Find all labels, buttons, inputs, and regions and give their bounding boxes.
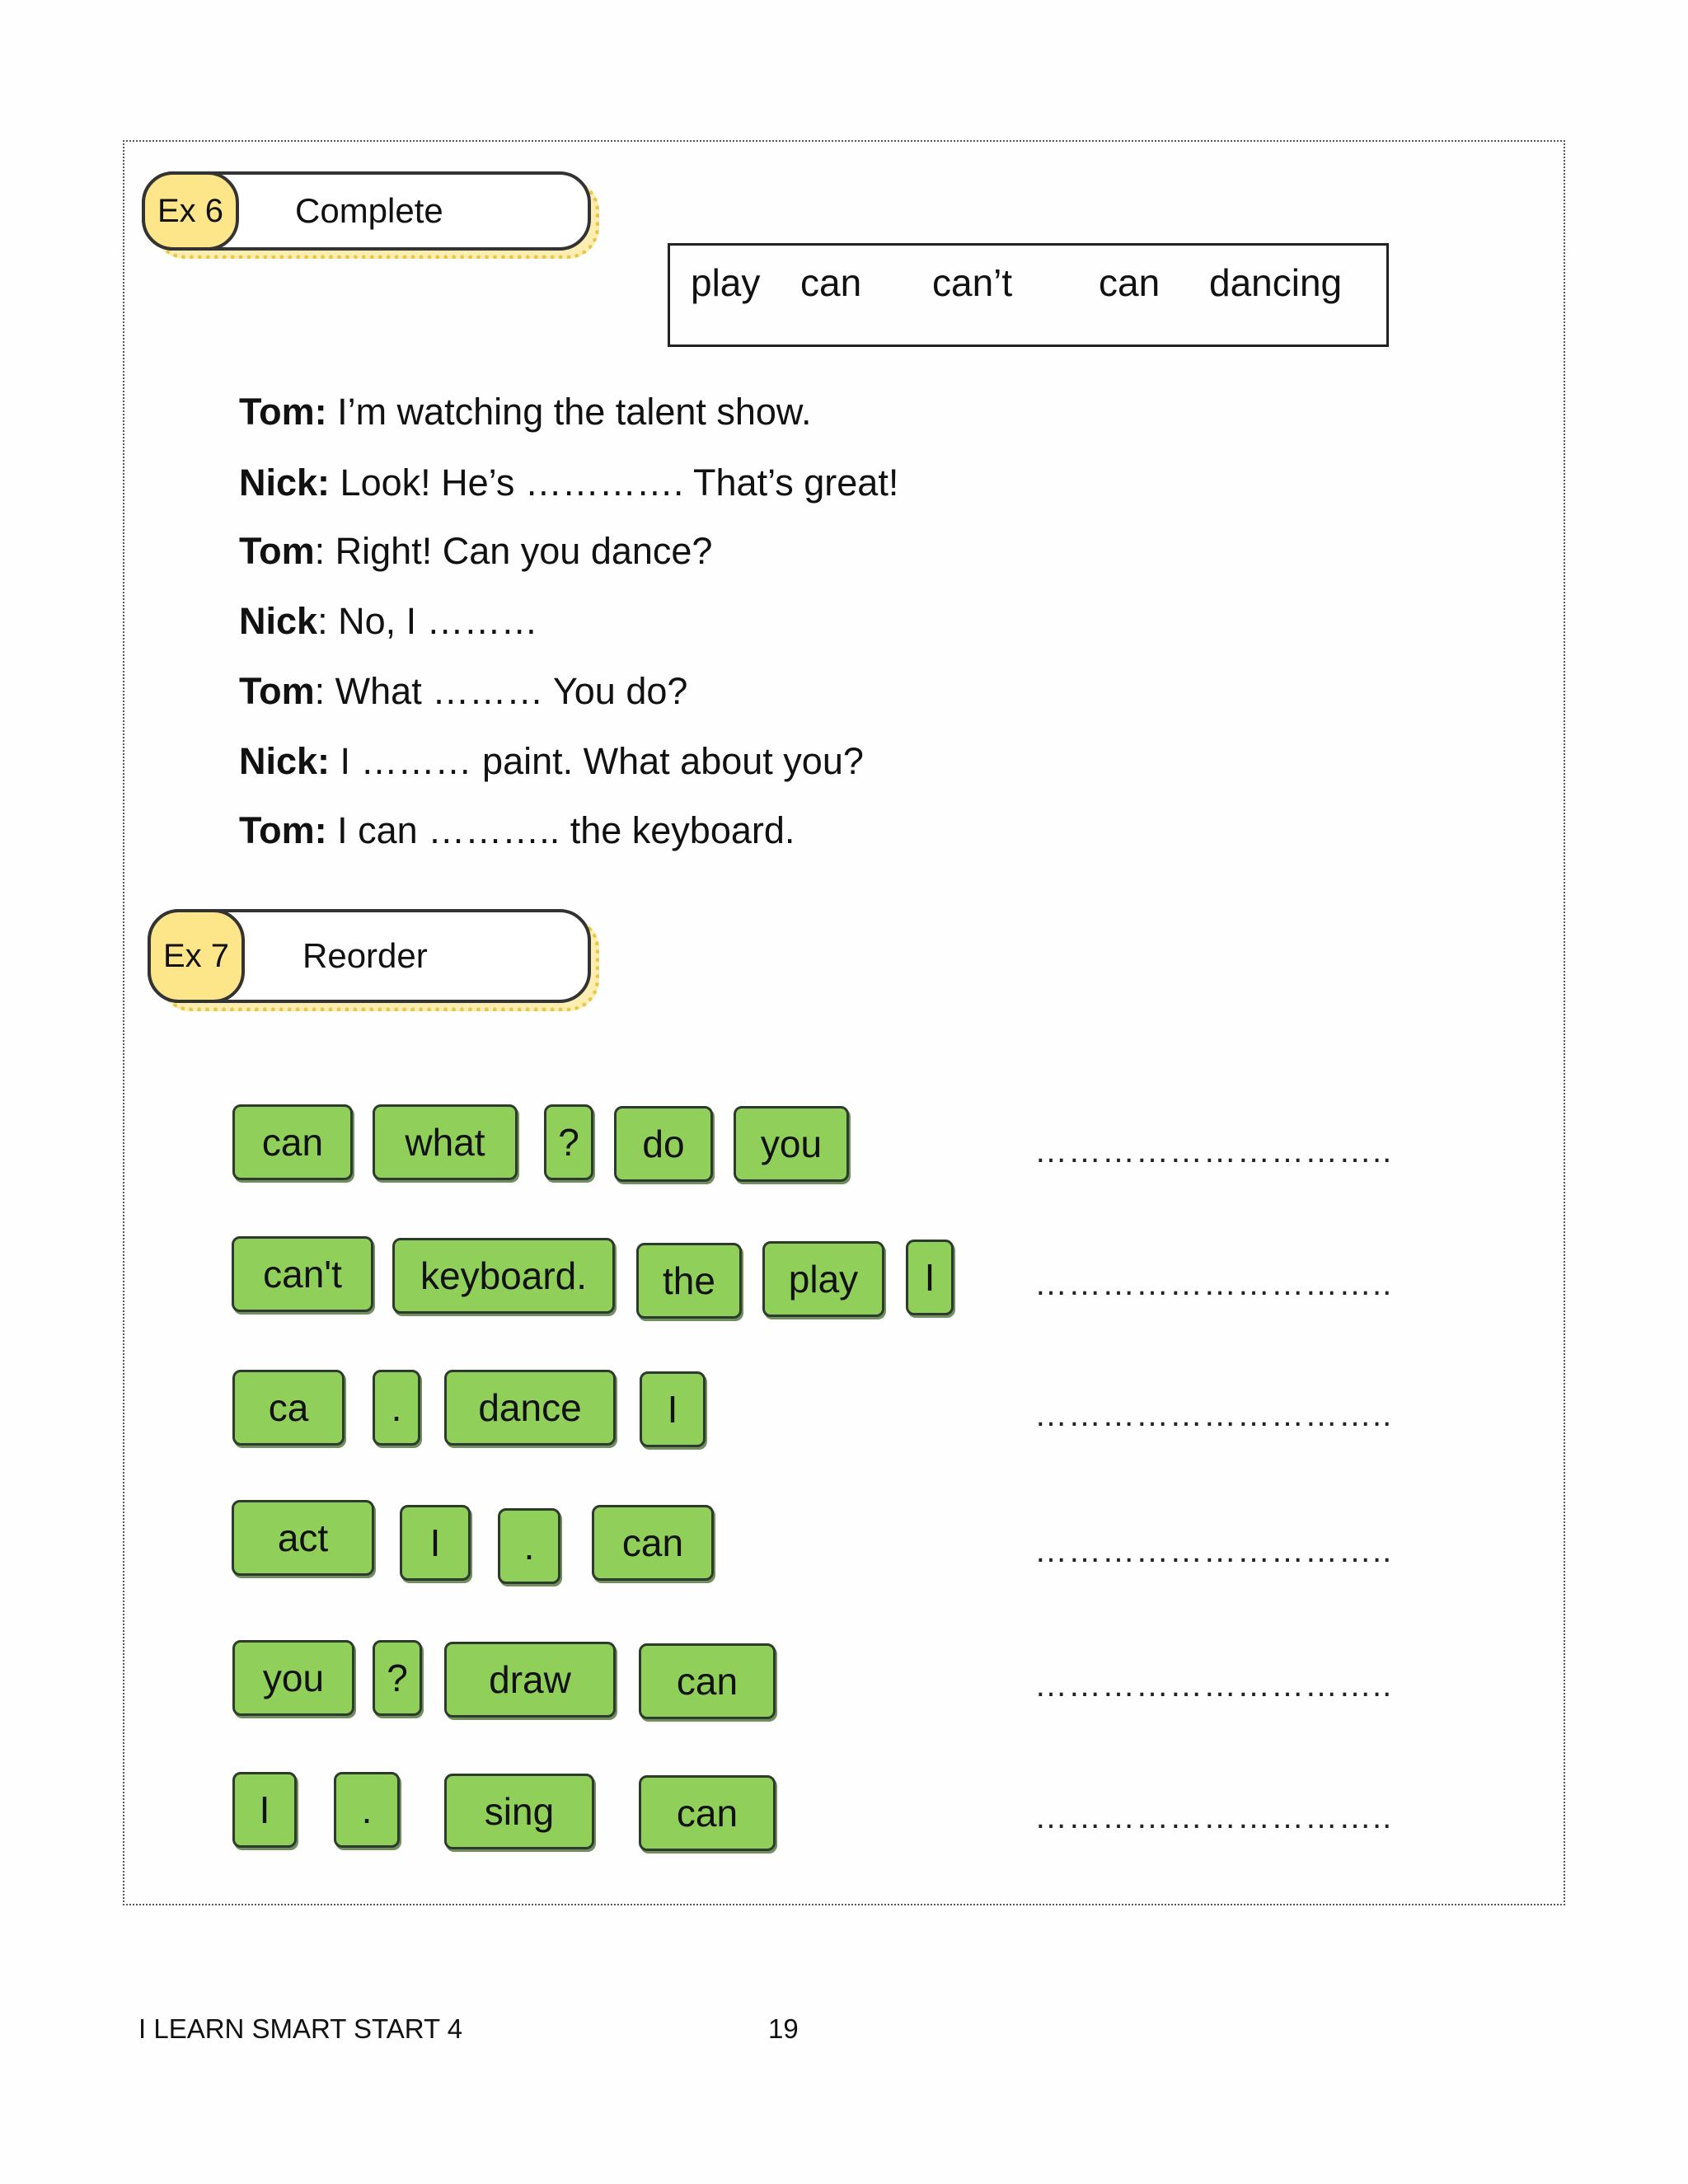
word-tile[interactable]: . bbox=[373, 1370, 420, 1446]
dialog-text: I can ……….. the keyboard. bbox=[326, 809, 795, 851]
word-tile[interactable]: ca bbox=[232, 1370, 345, 1446]
word-tile[interactable]: can bbox=[232, 1104, 353, 1180]
ex6-badge: Ex 6 bbox=[142, 171, 239, 251]
word-bank-item: can bbox=[800, 261, 862, 304]
speaker: Nick bbox=[239, 600, 318, 642]
word-tile[interactable]: I bbox=[400, 1505, 471, 1581]
word-bank bbox=[668, 243, 1389, 347]
dialog-line bbox=[239, 530, 712, 573]
word-tile[interactable]: can bbox=[592, 1505, 714, 1581]
word-bank-item: can bbox=[1099, 261, 1160, 304]
word-tile[interactable]: can bbox=[639, 1775, 776, 1851]
word-tile[interactable]: what bbox=[373, 1104, 518, 1180]
word-tile[interactable]: I bbox=[232, 1772, 297, 1848]
dialog-line bbox=[239, 600, 538, 643]
page-number: 19 bbox=[768, 2013, 799, 2044]
word-bank-item: can’t bbox=[932, 261, 1013, 304]
answer-line: ………………………….. bbox=[1034, 1133, 1393, 1169]
word-tile[interactable]: sing bbox=[444, 1774, 594, 1849]
speaker: Tom bbox=[239, 530, 315, 572]
answer-line: ………………………….. bbox=[1034, 1533, 1393, 1569]
word-tile[interactable]: dance bbox=[444, 1370, 616, 1446]
answer-line: ………………………….. bbox=[1034, 1397, 1393, 1433]
word-tile[interactable]: keyboard. bbox=[392, 1238, 615, 1314]
ex6-header bbox=[142, 171, 591, 251]
word-tile[interactable]: I bbox=[640, 1371, 706, 1447]
speaker: Tom: bbox=[239, 809, 327, 851]
speaker: Nick: bbox=[239, 740, 331, 782]
word-bank-item: play bbox=[691, 261, 761, 304]
word-tile[interactable]: play bbox=[762, 1241, 884, 1317]
word-tile[interactable]: do bbox=[614, 1106, 713, 1182]
ex7-badge: Ex 7 bbox=[148, 909, 245, 1003]
word-tile[interactable]: ? bbox=[373, 1640, 422, 1716]
word-tile[interactable]: can't bbox=[232, 1236, 373, 1312]
answer-line: ………………………….. bbox=[1034, 1266, 1393, 1302]
dialog-text: : No, I ……… bbox=[317, 600, 538, 642]
word-tile[interactable]: draw bbox=[444, 1642, 616, 1718]
word-tile[interactable]: I bbox=[906, 1240, 954, 1315]
word-tile[interactable]: . bbox=[334, 1772, 400, 1848]
word-tile[interactable]: you bbox=[734, 1106, 849, 1182]
dialog-line bbox=[239, 809, 795, 852]
speaker: Nick: bbox=[239, 462, 331, 504]
word-tile[interactable]: you bbox=[232, 1640, 354, 1716]
answer-line: ………………………….. bbox=[1034, 1799, 1393, 1835]
word-tile[interactable]: act bbox=[232, 1500, 374, 1576]
word-tile[interactable]: can bbox=[639, 1643, 776, 1719]
dialog-line bbox=[239, 391, 811, 434]
footer-title: I LEARN SMART START 4 bbox=[138, 2013, 463, 2044]
dialog-text: I’m watching the talent show. bbox=[326, 391, 812, 433]
answer-line: ………………………….. bbox=[1034, 1667, 1393, 1704]
dialog-text: : What ……… You do? bbox=[314, 670, 688, 712]
dialog-text: Look! He’s …………. That’s great! bbox=[330, 462, 899, 504]
ex7-header bbox=[148, 909, 591, 1003]
speaker: Tom bbox=[239, 670, 315, 712]
dialog-line bbox=[239, 740, 864, 783]
ex7-title: Reorder bbox=[302, 936, 428, 975]
dialog-text: : Right! Can you dance? bbox=[314, 530, 713, 572]
word-tile[interactable]: the bbox=[636, 1243, 742, 1319]
dialog-line bbox=[239, 462, 898, 504]
word-tile[interactable]: . bbox=[498, 1508, 560, 1584]
word-tile[interactable]: ? bbox=[544, 1104, 593, 1180]
dialog-text: I ……… paint. What about you? bbox=[330, 740, 864, 782]
dialog-line bbox=[239, 670, 687, 713]
ex6-title: Complete bbox=[295, 191, 443, 230]
speaker: Tom: bbox=[239, 391, 327, 433]
word-bank-item: dancing bbox=[1209, 261, 1343, 304]
